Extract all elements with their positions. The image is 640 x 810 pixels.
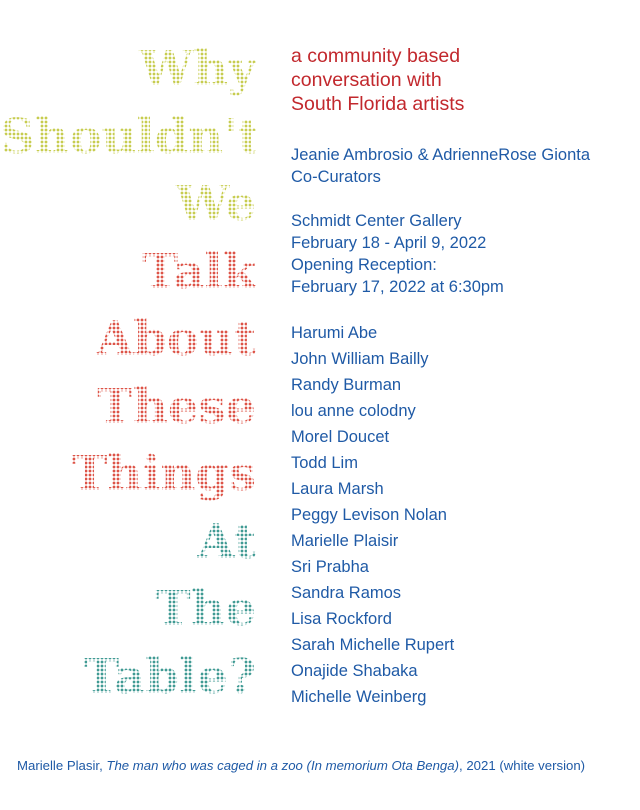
artist-name: Sandra Ramos: [291, 584, 402, 602]
exhibition-dates: February 18 - April 9, 2022: [291, 234, 487, 252]
artist-name: lou anne colodny: [291, 402, 416, 420]
title-word-we: We: [0, 171, 256, 239]
curators-block: [291, 144, 636, 188]
tagline-line: conversation with: [291, 69, 442, 91]
tagline: [291, 44, 636, 116]
venue-name: Schmidt Center Gallery: [291, 212, 462, 230]
title-word-at: At: [0, 509, 256, 577]
curator-role: Co-Curators: [291, 168, 381, 186]
title-word-table: Table?: [0, 644, 256, 712]
artist-name: Lisa Rockford: [291, 610, 392, 628]
tagline-line: a community based: [291, 45, 461, 67]
title-word-these: These: [0, 374, 256, 442]
artist-name: Morel Doucet: [291, 428, 390, 446]
caption-artist: Marielle Plasir,: [17, 758, 107, 773]
artist-name: Todd Lim: [291, 454, 358, 472]
title-word-things: Things: [0, 441, 256, 509]
tagline-line: South Florida artists: [291, 93, 465, 115]
artist-name: Harumi Abe: [291, 324, 378, 342]
artist-name: Sri Prabha: [291, 558, 369, 576]
artist-name: Michelle Weinberg: [291, 688, 427, 706]
reception-label: Opening Reception:: [291, 256, 437, 274]
artist-name: Sarah Michelle Rupert: [291, 636, 455, 654]
curator-names: Jeanie Ambrosio & AdrienneRose Gionta: [291, 146, 591, 164]
title-word-shouldnt: Shouldn't: [0, 104, 256, 172]
artist-list: [291, 320, 636, 710]
title-word-why: Why: [0, 36, 256, 104]
artist-name: Onajide Shabaka: [291, 662, 418, 680]
artist-name: Randy Burman: [291, 376, 402, 394]
caption-details: , 2021 (white version): [459, 758, 586, 773]
venue-block: [291, 210, 636, 298]
reception-date: February 17, 2022 at 6:30pm: [291, 278, 504, 296]
artist-name: Peggy Levison Nolan: [291, 506, 447, 524]
title-word-the: The: [0, 576, 256, 644]
image-caption: [17, 757, 637, 775]
artist-name: Laura Marsh: [291, 480, 384, 498]
artist-name: Marielle Plaisir: [291, 532, 399, 550]
title-word-about: About: [0, 306, 256, 374]
artist-name: John William Bailly: [291, 350, 429, 368]
caption-work-title: The man who was caged in a zoo (In memorium Ota Benga): [106, 758, 459, 773]
exhibition-title: [0, 36, 261, 711]
title-word-talk: Talk: [0, 239, 256, 307]
